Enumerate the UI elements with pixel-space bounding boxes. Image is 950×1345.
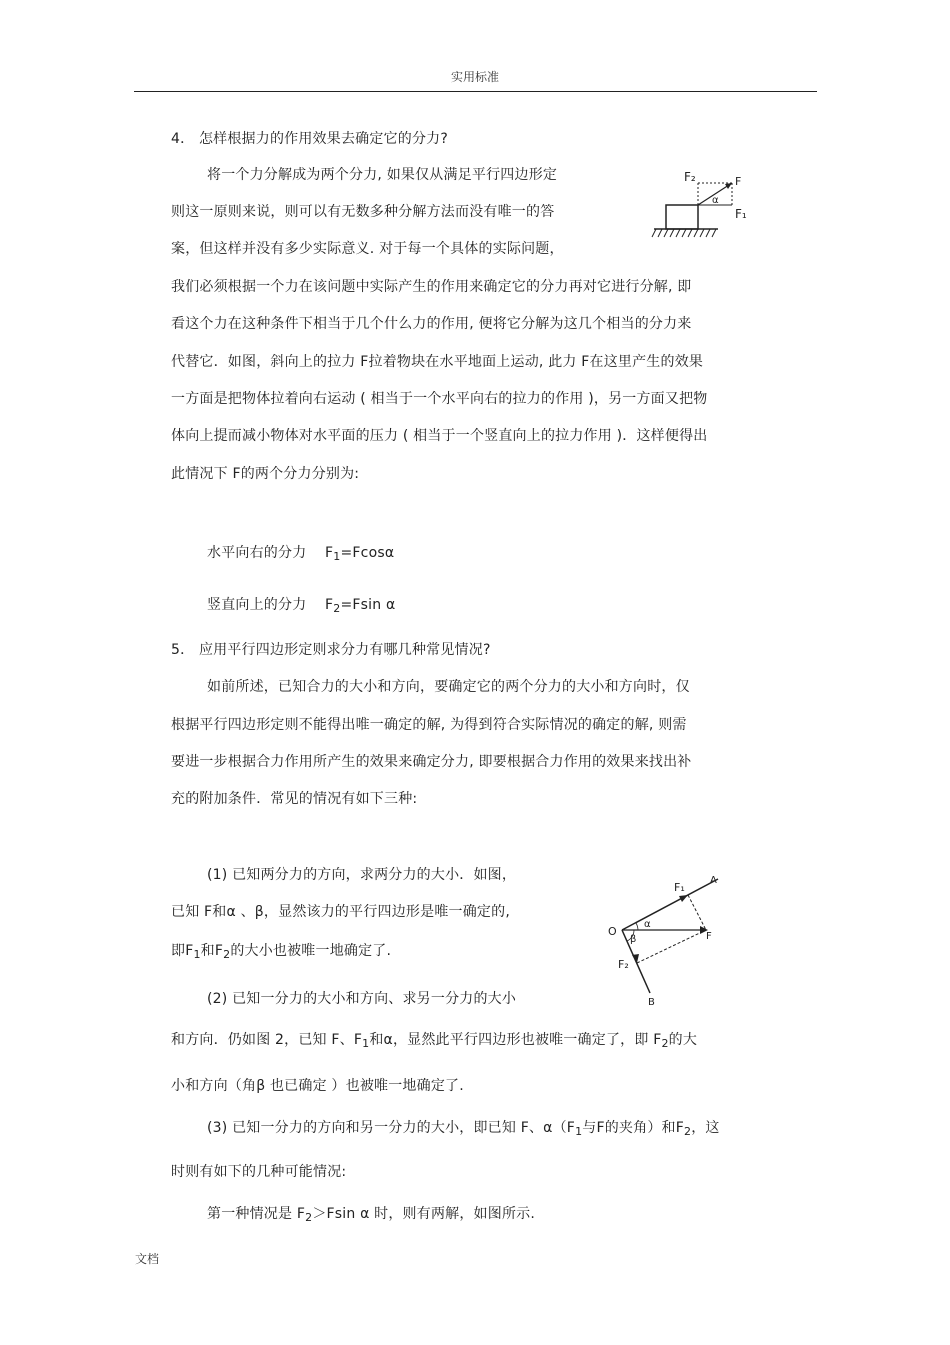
equation-vertical — [207, 594, 395, 615]
case1-line-1: (1) 已知两分力的方向，求两分力的大小．如图， — [207, 867, 517, 883]
case3-l3-sub: 2 — [305, 1211, 313, 1224]
page-header: 实用标准 — [450, 70, 499, 84]
case3-l1-sub2: 2 — [684, 1125, 692, 1138]
section4-line-1: 将一个力分解成为两个分力, 如果仅从满足平行四边形定 — [207, 167, 558, 183]
case3-l1-c: ，这 — [691, 1120, 720, 1136]
case3-l3-b: ＞Fsin α 时，则有两解，如图所示. — [312, 1206, 536, 1222]
eq1-lhs: F — [325, 545, 334, 561]
block-force-figure — [646, 165, 756, 245]
section4-line-8: 体向上提而减小物体对水平面的压力 ( 相当于一个竖直向上的拉力作用 )．这样便得出 — [171, 428, 708, 444]
fig2-label-f: F — [706, 931, 712, 942]
case2-l2-sub1: 1 — [362, 1037, 370, 1050]
case1-l3-b: 和F — [200, 943, 224, 959]
fig2-label-f2: F₂ — [618, 958, 629, 971]
eq2-sub: 2 — [333, 602, 341, 615]
case2-l2-sub2: 2 — [661, 1037, 669, 1050]
fig1-label-f1: F₁ — [735, 207, 747, 221]
case1-l3-a: 即F — [171, 943, 194, 959]
section4-heading: 4． 怎样根据力的作用效果去确定它的分力? — [171, 131, 448, 147]
section5-line-3: 要进一步根据合力作用所产生的效果来确定分力, 即要根据合力作用的效果来找出补 — [171, 754, 692, 770]
eq2-label: 竖直向上的分力 — [207, 597, 307, 613]
case2-line-2 — [171, 1029, 697, 1050]
case1-line-2: 已知 F和α 、β，显然该力的平行四边形是唯一确定的, — [171, 904, 510, 920]
case1-l3-c: 的大小也被唯一地确定了. — [230, 943, 392, 959]
section4-line-5: 看这个力在这种条件下相当于几个什么力的作用, 便将它分解为这几个相当的分力来 — [171, 316, 692, 332]
case3-line-1 — [207, 1117, 720, 1138]
fig2-label-b: B — [648, 997, 655, 1008]
case1-l3-sub2: 2 — [223, 948, 231, 961]
header-divider — [134, 91, 817, 92]
section5-line-4: 充的附加条件．常见的情况有如下三种: — [171, 791, 418, 807]
case1-line-3 — [171, 940, 391, 961]
eq1-sub: 1 — [333, 550, 341, 563]
case2-l2-c: 的大 — [668, 1032, 698, 1048]
case3-l1-sub1: 1 — [575, 1125, 583, 1138]
eq2-lhs: F — [325, 597, 334, 613]
eq2-rhs: =Fsin α — [340, 597, 396, 613]
case1-l3-sub1: 1 — [193, 948, 201, 961]
case2-line-3: 小和方向（角β 也已确定 ）也被唯一地确定了. — [171, 1078, 464, 1094]
case3-line-2: 时则有如下的几种可能情况: — [171, 1164, 347, 1180]
fig1-label-f2: F₂ — [684, 170, 696, 184]
case2-line-1: (2) 已知一分力的大小和方向、求另一分力的大小 — [207, 991, 517, 1007]
fig2-label-beta: β — [630, 934, 637, 945]
section4-line-2: 则这一原则来说，则可以有无数多种分解方法而没有唯一的答 — [171, 204, 555, 220]
section4-line-3: 案，但这样并没有多少实际意义. 对于每一个具体的实际问题， — [171, 241, 564, 257]
case3-l1-a: (3) 已知一分力的方向和另一分力的大小，即已知 F、α（F — [207, 1120, 576, 1136]
fig1-label-alpha: α — [712, 195, 719, 206]
fig2-label-a: A — [710, 875, 717, 886]
case3-line-3 — [207, 1203, 535, 1224]
case3-l3-a: 第一种情况是 F — [207, 1206, 306, 1222]
eq1-label: 水平向右的分力 — [207, 545, 307, 561]
section4-line-7: 一方面是把物体拉着向右运动 ( 相当于一个水平向右的拉力的作用 )，另一方面又把物 — [171, 391, 708, 407]
page-footer: 文档 — [135, 1252, 160, 1266]
section4-line-9: 此情况下 F的两个分力分别为: — [171, 466, 360, 482]
section5-line-2: 根据平行四边形定则不能得出唯一确定的解, 为得到符合实际情况的确定的解, 则需 — [171, 717, 687, 733]
section5-line-1: 如前所述，已知合力的大小和方向，要确定它的两个分力的大小和方向时，仅 — [207, 679, 690, 695]
case2-l2-b: 和α，显然此平行四边形也被唯一确定了，即 F — [369, 1032, 662, 1048]
fig2-label-o: O — [608, 925, 617, 938]
force-decomposition-figure — [600, 865, 740, 1010]
fig1-label-f: F — [735, 175, 742, 188]
section4-line-4: 我们必须根据一个力在该问题中实际产生的作用来确定它的分力再对它进行分解, 即 — [171, 279, 692, 295]
equation-horizontal — [207, 542, 394, 563]
case2-l2-a: 和方向．仍如图 2，已知 F、F — [171, 1032, 363, 1048]
fig2-label-alpha: α — [644, 919, 651, 930]
section5-heading: 5． 应用平行四边形定则求分力有哪几种常见情况? — [171, 642, 491, 658]
section4-line-6: 代替它．如图，斜向上的拉力 F拉着物块在水平地面上运动, 此力 F在这里产生的效果 — [171, 354, 704, 370]
eq1-rhs: =Fcosα — [340, 545, 395, 561]
case3-l1-b: 与F的夹角）和F — [582, 1120, 684, 1136]
fig2-label-f1: F₁ — [674, 881, 685, 894]
